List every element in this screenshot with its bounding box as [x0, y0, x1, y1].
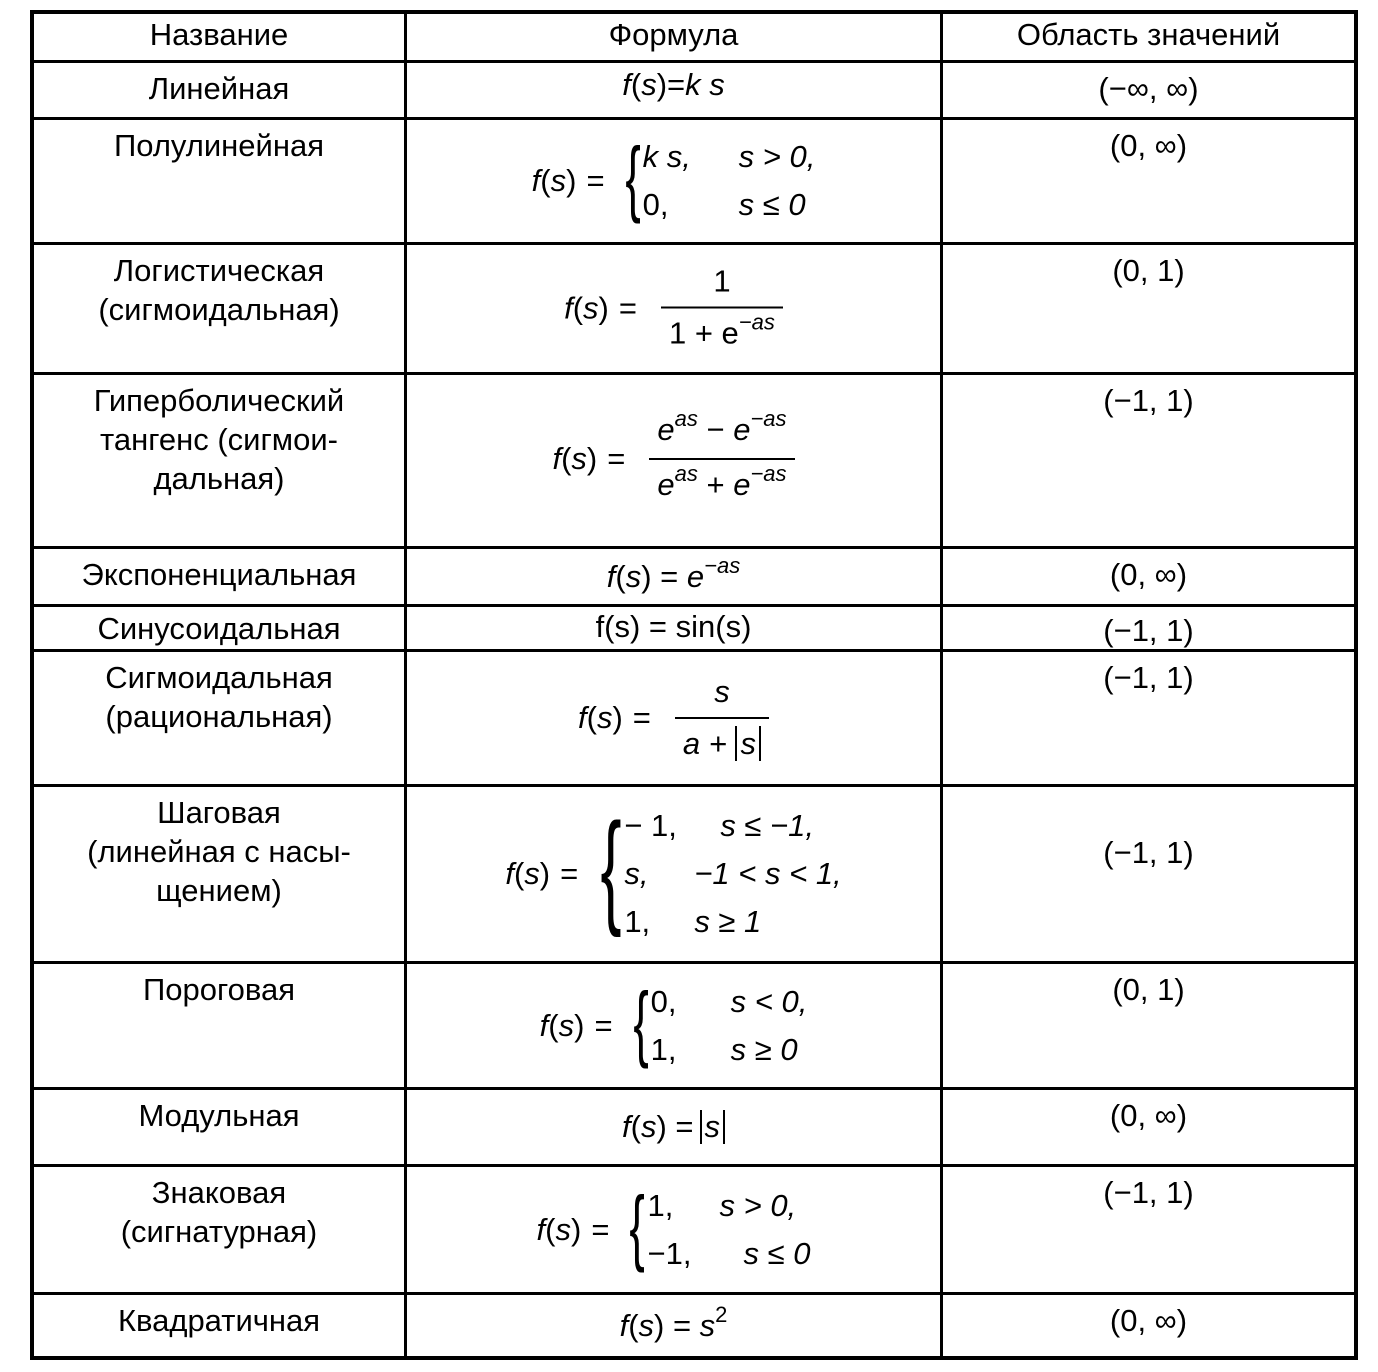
function-range: (0, 1): [1112, 972, 1185, 1007]
function-name: Синусоидальная: [34, 607, 407, 649]
table-row: [34, 961, 1354, 1087]
function-range: (0, ∞): [1109, 1098, 1188, 1133]
function-formula: f(s)=k s: [407, 63, 943, 117]
function-name: Шаговая (линейная с насы- щением): [34, 787, 407, 961]
function-name: Квадратичная: [34, 1295, 407, 1356]
function-range: (0, ∞): [1109, 557, 1188, 592]
function-range: (0, ∞): [1109, 128, 1188, 163]
function-range: (−1, 1): [1103, 1175, 1194, 1210]
function-name: Модульная: [34, 1090, 407, 1164]
function-name: Линейная: [34, 63, 407, 117]
table-row: [34, 784, 1354, 961]
function-formula: $f(s) = s^2$: [407, 1295, 943, 1356]
function-formula: f ( s ) = s: [407, 1090, 943, 1164]
table-row: [34, 1164, 1354, 1292]
function-range: (−1, 1): [1103, 383, 1194, 418]
function-name: Пороговая: [34, 964, 407, 1087]
table-header-row: [34, 14, 1354, 60]
function-range: (−1, 1): [1103, 660, 1194, 695]
function-formula: f ( s ) = $\frac{e^{as} - e^{-as}}{e^{as} + e^{-as}}$: [407, 375, 943, 546]
activation-functions-table: [30, 10, 1358, 1360]
function-formula: f ( s ) = $\frac{s}{a + s}$: [407, 652, 943, 784]
function-formula: f ( s ) = { − 1, s ≤ −1, s, −1 < s < 1, 1, s ≥ 1: [407, 787, 943, 961]
table-row: [34, 1087, 1354, 1164]
header-formula: Формула: [407, 14, 943, 60]
table-row: [34, 60, 1354, 117]
function-formula: f ( s ) = $\frac{1}{1 + e^{-as}}$: [407, 245, 943, 372]
function-formula: $f(s) = e^{-as}$: [407, 549, 943, 604]
function-name: Гиперболический тангенс (сигмои- дальная): [34, 375, 407, 546]
function-name: Знаковая (сигнатурная): [34, 1167, 407, 1292]
function-range: (−1, 1): [1103, 613, 1194, 648]
function-name: Полулинейная: [34, 120, 407, 242]
function-name: Логистическая (сигмоидальная): [34, 245, 407, 372]
function-range: (0, ∞): [1109, 1303, 1188, 1338]
function-formula: f ( s ) = { k s, s > 0, 0, s ≤ 0: [407, 120, 943, 242]
function-range: (0, 1): [1112, 253, 1185, 288]
function-formula: f ( s ) = { 1, s > 0, −1, s ≤ 0: [407, 1167, 943, 1292]
table-row: [34, 649, 1354, 784]
function-range: (−∞, ∞): [1098, 71, 1199, 106]
header-range: Область значений: [1016, 17, 1281, 52]
function-formula: f ( s ) = { 0, s < 0, 1, s ≥ 0: [407, 964, 943, 1087]
table-row: [34, 117, 1354, 242]
function-name: Сигмоидальная (рациональная): [34, 652, 407, 784]
table-row: [34, 372, 1354, 546]
header-name: Название: [34, 14, 407, 60]
function-range: (−1, 1): [1103, 835, 1194, 870]
function-name: Экспоненциальная: [34, 549, 407, 604]
table-row: [34, 546, 1354, 604]
table-row: [34, 242, 1354, 372]
table-row: [34, 604, 1354, 649]
table-row: [34, 1292, 1354, 1356]
function-formula: f(s) = sin(s): [407, 607, 943, 649]
